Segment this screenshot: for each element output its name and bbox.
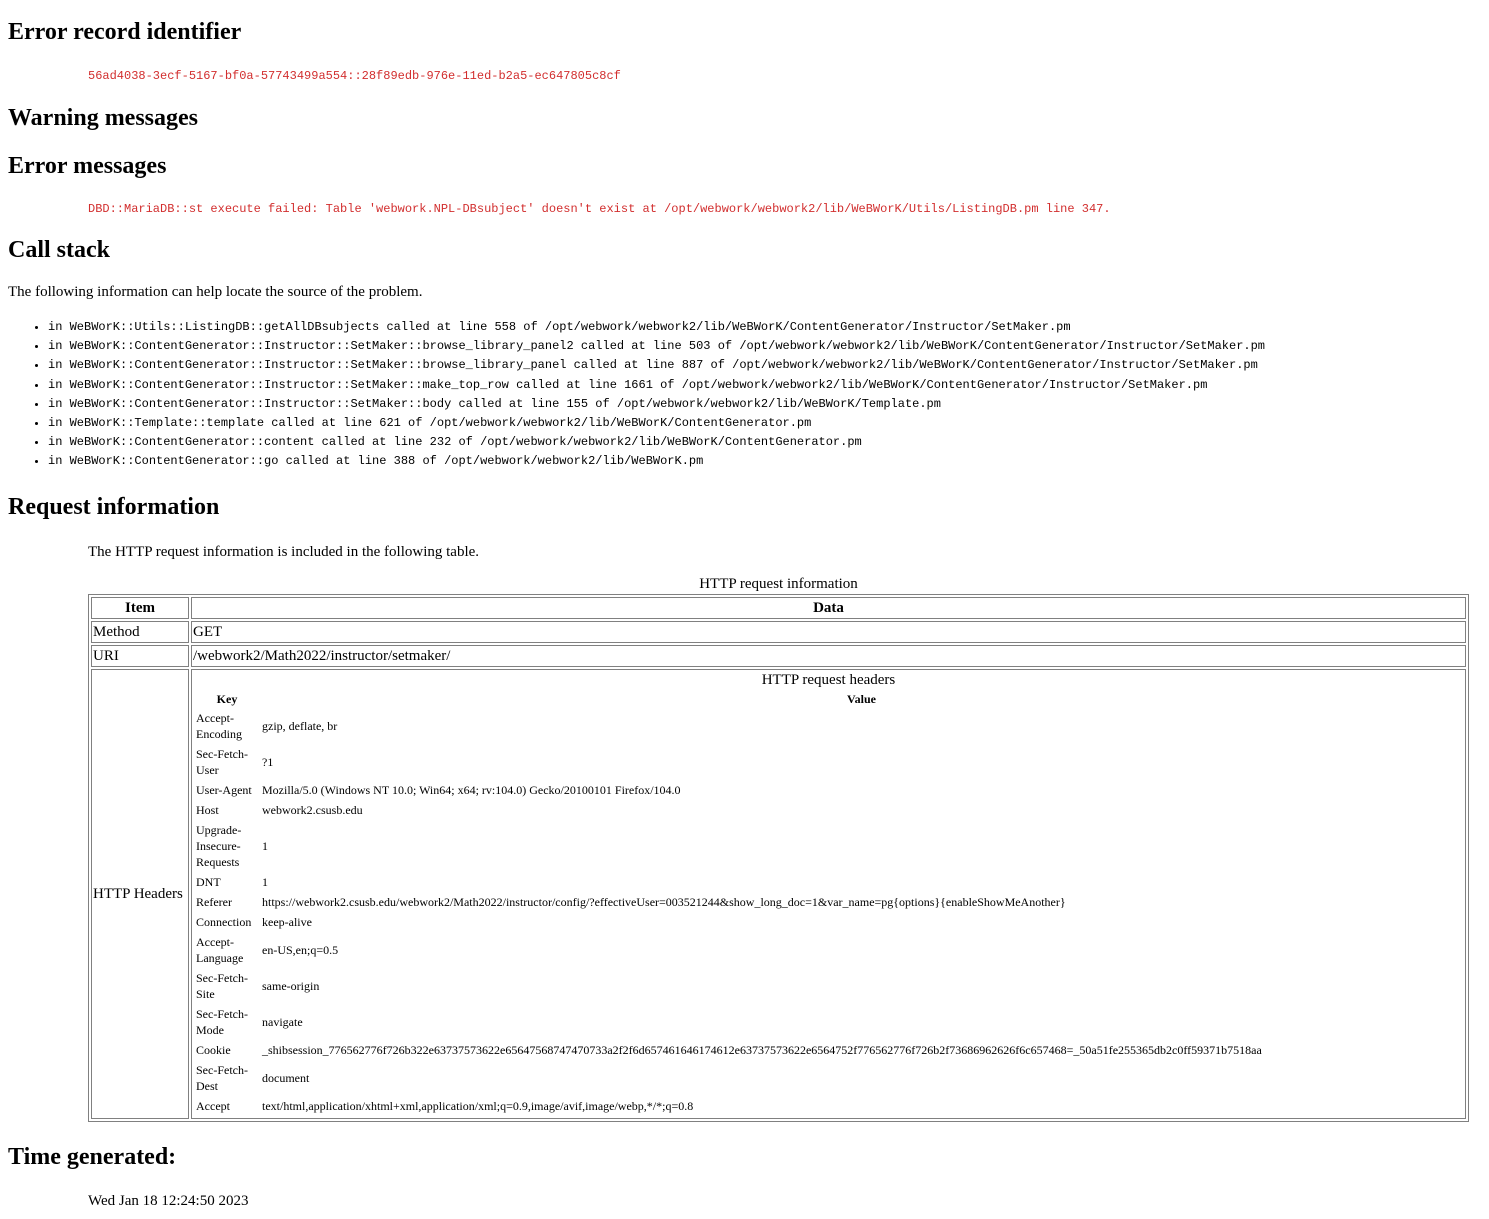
- header-key: Accept: [196, 1098, 230, 1113]
- http-headers-caption: HTTP request headers: [761, 671, 896, 688]
- call-stack-item: • in WeBWorK::ContentGenerator::go called at line 388 of /opt/webwork/webwork2/lib/WeBWorK.pm: [48, 452, 1481, 471]
- error-record-heading: Error record identifier: [8, 19, 242, 45]
- http-headers-body: [195, 709, 1462, 1115]
- method-label: Method: [91, 621, 189, 643]
- header-row: [195, 933, 1462, 967]
- header-row: [195, 801, 1462, 819]
- call-stack-item: • in WeBWorK::Template::template called at line 621 of /opt/webwork/webwork2/lib/WeBWorK/ContentGenerator.pm: [48, 414, 1481, 433]
- error-record-identifier: 56ad4038-3ecf-5167-bf0a-57743499a554::28f89edb-976e-11ed-b2a5-ec647805c8cf: [88, 69, 621, 83]
- call-stack-item: • in WeBWorK::ContentGenerator::content called at line 232 of /opt/webwork/webwork2/lib/WeBWorK/ContentGenerator.pm: [48, 433, 1481, 452]
- call-stack-item: • in WeBWorK::ContentGenerator::Instructor::SetMaker::browse_library_panel2 called at line 503 of /opt/webwork/webwork2/lib/WeBWorK/ContentGenerator/Instructor/SetMaker.pm: [48, 337, 1481, 356]
- header-value: same-origin: [262, 978, 320, 993]
- method-value: GET: [191, 621, 1466, 643]
- header-row: [195, 1005, 1462, 1039]
- call-stack-item: • in WeBWorK::ContentGenerator::Instructor::SetMaker::browse_library_panel called at line 887 of /opt/webwork/webwork2/lib/WeBWorK/ContentGenerator/Instructor/SetMaker.pm: [48, 356, 1481, 375]
- header-key: Sec-Fetch-Site: [196, 970, 248, 1001]
- request-intro: The HTTP request information is included in the following table.: [88, 543, 480, 560]
- table-row: [91, 645, 1466, 667]
- table-row: [91, 669, 1466, 1119]
- table-header-row: [91, 597, 1466, 619]
- column-header-value: Value: [847, 691, 876, 706]
- header-key: Sec-Fetch-Dest: [196, 1062, 248, 1093]
- call-stack-item: • in WeBWorK::ContentGenerator::Instructor::SetMaker::make_top_row called at line 1661 of /opt/webwork/webwork2/lib/WeBWorK/ContentGenerator/Instructor/SetMaker.pm: [48, 376, 1481, 395]
- column-header-item: Item: [91, 597, 189, 619]
- header-row: [195, 1097, 1462, 1115]
- header-value: keep-alive: [262, 914, 312, 929]
- header-key: Connection: [196, 914, 252, 929]
- time-generated-value: Wed Jan 18 12:24:50 2023: [88, 1192, 249, 1209]
- header-value: 1: [262, 838, 268, 853]
- header-key: Host: [196, 802, 219, 817]
- header-row: [195, 709, 1462, 743]
- header-row: [195, 1061, 1462, 1095]
- call-stack-item: • in WeBWorK::ContentGenerator::Instructor::SetMaker::body called at line 155 of /opt/webwork/webwork2/lib/WeBWorK/Template.pm: [48, 395, 1481, 414]
- header-key: Sec-Fetch-Mode: [196, 1006, 248, 1037]
- header-value: text/html,application/xhtml+xml,application/xml;q=0.9,image/avif,image/webp,*/*;q=0.8: [262, 1098, 694, 1113]
- http-headers-table: [193, 671, 1464, 1117]
- call-stack-item: • in WeBWorK::Utils::ListingDB::getAllDBsubjects called at line 558 of /opt/webwork/webwork2/lib/WeBWorK/ContentGenerator/Instructor/SetMaker.pm: [48, 318, 1481, 337]
- header-value: gzip, deflate, br: [262, 718, 338, 733]
- header-value: webwork2.csusb.edu: [262, 802, 363, 817]
- call-stack-heading: Call stack: [8, 237, 110, 263]
- header-value: _shibsession_776562776f726b322e63737573622e65647568747470733a2f2f6d657461646174612e63737573622e6564752f776562776f726b2f73686962626f6c657468=_50a51fe255365db2c0ff59371b7518aa: [262, 1042, 1262, 1057]
- header-row: [195, 781, 1462, 799]
- call-stack-intro: The following information can help locate the source of the problem.: [8, 284, 423, 300]
- request-information-heading: Request information: [8, 493, 220, 520]
- table-row: [91, 621, 1466, 643]
- header-value: Mozilla/5.0 (Windows NT 10.0; Win64; x64; rv:104.0) Gecko/20100101 Firefox/104.0: [262, 782, 681, 797]
- header-row: [195, 1041, 1462, 1059]
- header-value: en-US,en;q=0.5: [262, 942, 339, 957]
- headers-header-row: [195, 691, 1462, 707]
- error-messages-heading: Error messages: [8, 153, 167, 179]
- header-key: User-Agent: [196, 782, 252, 797]
- header-key: DNT: [196, 874, 221, 889]
- uri-label: URI: [91, 645, 189, 667]
- header-key: Upgrade-Insecure-Requests: [196, 822, 242, 869]
- header-key: Referer: [196, 894, 232, 909]
- header-value: 1: [262, 874, 268, 889]
- header-row: [195, 821, 1462, 871]
- warning-messages-heading: Warning messages: [8, 105, 199, 131]
- column-header-key: Key: [216, 691, 238, 706]
- header-value: https://webwork2.csusb.edu/webwork2/Math2022/instructor/config/?effectiveUser=003521244&show_long_doc=1&var_name=pg{options}{enableShowMeAnother}: [262, 894, 1066, 909]
- time-generated-heading: Time generated:: [8, 1143, 177, 1170]
- http-request-table: [88, 575, 1469, 1122]
- header-row: [195, 969, 1462, 1003]
- error-message: DBD::MariaDB::st execute failed: Table 'webwork.NPL-DBsubject' doesn't exist at /opt/webwork/webwork2/lib/WeBWorK/Utils/ListingDB.pm line 347.: [88, 202, 1111, 216]
- call-stack-list: [8, 318, 1481, 472]
- header-row: [195, 913, 1462, 931]
- header-key: Accept-Encoding: [196, 710, 242, 741]
- uri-value: /webwork2/Math2022/instructor/setmaker/: [191, 645, 1466, 667]
- header-key: Sec-Fetch-User: [196, 746, 248, 777]
- header-row: [195, 893, 1462, 911]
- header-key: Accept-Language: [196, 934, 244, 965]
- header-row: [195, 873, 1462, 891]
- column-header-data: Data: [191, 597, 1466, 619]
- header-row: [195, 745, 1462, 779]
- header-key: Cookie: [196, 1042, 231, 1057]
- http-headers-cell: [191, 669, 1466, 1119]
- header-value: ?1: [262, 754, 274, 769]
- http-request-table-caption: HTTP request information: [699, 575, 858, 592]
- http-headers-label: HTTP Headers: [91, 669, 189, 1119]
- header-value: document: [262, 1070, 310, 1085]
- header-value: navigate: [262, 1014, 303, 1029]
